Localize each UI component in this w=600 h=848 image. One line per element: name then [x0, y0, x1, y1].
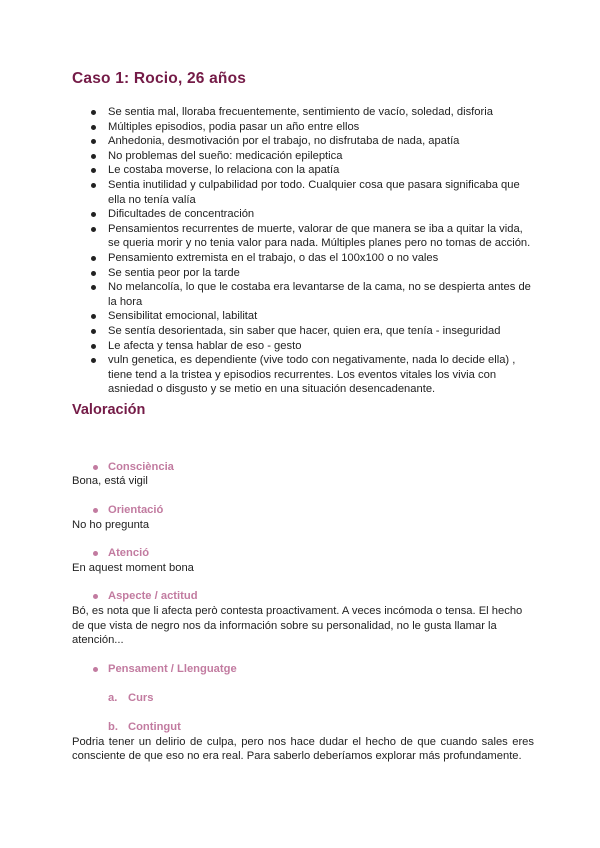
subheading-label: Consciència [108, 460, 174, 473]
subheading-label: Curs [128, 692, 154, 704]
list-item: Le afecta y tensa hablar de eso - gesto [72, 339, 534, 354]
list-item: Pensamiento extremista en el trabajo, o das el 100x100 o no vales [72, 251, 534, 266]
list-item: Dificultades de concentración [72, 207, 534, 222]
paragraph: Bona, está vigil [72, 475, 148, 488]
list-marker: b. [108, 721, 118, 734]
paragraph: En aquest moment bona [72, 561, 194, 574]
list-item: Sensibilitat emocional, labilitat [72, 309, 534, 324]
bullet-icon [93, 667, 98, 672]
list-item: Múltiples episodios, podia pasar un año entre ellos [72, 120, 534, 135]
list-item: Se sentia mal, lloraba frecuentemente, sentimiento de vacío, soledad, disforia [72, 105, 534, 120]
list-item: Le costaba moverse, lo relaciona con la apatía [72, 163, 534, 178]
subheading-aspecte [108, 589, 534, 604]
subheading-label: Aspecte / actitud [108, 590, 198, 603]
list-item: Pensamientos recurrentes de muerte, valorar de que manera se iba a quitar la vida, se queria morir y no tenia valor para nada. Múltiples planes pero no tomas de acción. [72, 222, 534, 251]
bullet-icon [93, 508, 98, 513]
subheading-contingut [108, 720, 534, 735]
subheading-atencio [108, 546, 534, 561]
case-title: Caso 1: Rocio, 26 años [72, 70, 247, 87]
bullet-icon [93, 551, 98, 556]
list-item: Sentia inutilidad y culpabilidad por todo. Cualquier cosa que pasara significaba que ella no tenía valía [72, 178, 534, 207]
subheading-label: Atenció [108, 547, 150, 560]
list-item: No problemas del sueño: medicación epileptica [72, 149, 534, 164]
subheading-pensament [108, 662, 534, 677]
list-marker: a. [108, 692, 118, 704]
list-item: Se sentia peor por la tarde [72, 266, 534, 281]
symptom-list [72, 105, 534, 397]
subheading-curs [108, 691, 534, 706]
paragraph: Podria tener un delirio de culpa, pero nos hace dudar el hecho de que cuando sales eres consciente de que eso no era real. Para saberlo deberíamos explorar más profundamente. [72, 735, 534, 763]
subheading-consciencia [108, 460, 534, 475]
list-item: vuln genetica, es dependiente (vive todo con negativamente, nada lo decide ella) , tiene tend a la tristea y episodios recurrentes. Los eventos vitales los vivia con asniedad o disgusto y se metio en una situación desencadenante. [72, 353, 534, 397]
subheading-label: Contingut [128, 721, 181, 734]
bullet-icon [93, 465, 98, 470]
bullet-icon [93, 594, 98, 599]
paragraph: No ho pregunta [72, 518, 150, 531]
paragraph: Bó, es nota que li afecta però contesta proactivament. A veces incómoda o tensa. El hecho de que vista de negro nos da información sobre su personalidad, no le gusta llamar la atención... [72, 605, 523, 647]
list-item: Anhedonia, desmotivación por el trabajo, no disfrutaba de nada, apatía [72, 134, 534, 149]
subheading-label: Orientació [108, 504, 164, 517]
list-item: No melancolía, lo que le costaba era levantarse de la cama, no se despierta antes de la hora [72, 280, 534, 309]
list-item: Se sentía desorientada, sin saber que hacer, quien era, que tenía - inseguridad [72, 324, 534, 339]
section-heading-valoracion: Valoración [72, 401, 146, 418]
subheading-label: Pensament / Llenguatge [108, 662, 237, 675]
subheading-orientacio [108, 503, 534, 518]
